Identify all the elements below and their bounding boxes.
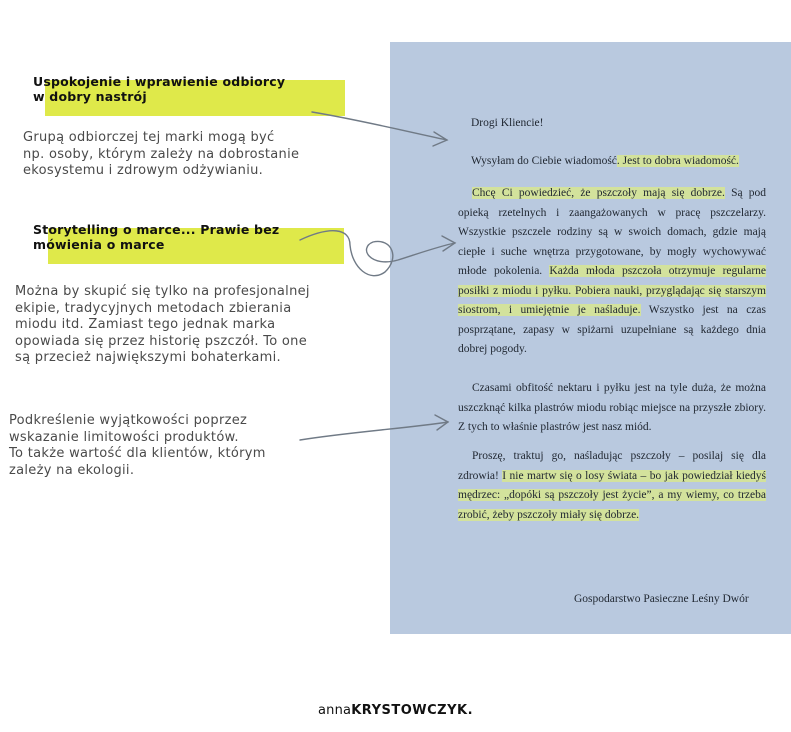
- arrow-to-harvest-icon: [300, 422, 448, 440]
- text-highlight: Chcę Ci powiedzieć, że pszczoły mają się dobrze.: [472, 187, 725, 199]
- swirl-arrow-icon: [442, 236, 455, 251]
- text-line: są przecież największymi bohaterkami.: [15, 350, 281, 365]
- text-plain: Są pod opieką rzetelnych i zaangażowanych w pracę pszczelarzy. Wszystkie pszczele rodziny są w swoich domach, gdzie mają ciepłe i suche wnętrza przygotowane, by mogły wychowywać młode pokolenia.: [458, 187, 767, 277]
- text-line: Podkreślenie wyjątkowości poprzez: [9, 413, 248, 428]
- logo-light-text: anna: [317, 703, 352, 718]
- text-line: opowiada się przez historię pszczół. To one: [15, 333, 308, 349]
- heading-line: Storytelling o marce... Prawie bez: [33, 222, 280, 237]
- letter-signature: Gospodarstwo Pasieczne Leśny Dwór: [574, 593, 749, 605]
- heading-line: mówienia o marce: [33, 237, 165, 252]
- letter-paragraph-harvest: Czasami obfitość nektaru i pyłku jest na tyle duża, że można uszczknąć kilka plastrów miodu robiąc miejsce na przyszłe zbiory. Z tych to właśnie plastrów jest nasz miód.: [458, 382, 766, 433]
- text-line: zależy na ekologii.: [9, 462, 135, 478]
- text-line: To także wartość dla klientów, którym: [9, 446, 266, 461]
- text-line: miodu itd. Zamiast tego jednak marka: [15, 317, 276, 332]
- text-plain: Wysyłam do Ciebie wiadomość: [471, 155, 617, 167]
- text-line: wskazanie limitowości produktów.: [9, 429, 239, 445]
- text-highlight: . Jest to dobra wiadomość.: [616, 155, 739, 167]
- letter-greeting: Drogi Kliencie!: [471, 117, 544, 129]
- text-line: np. osoby, którym zależy na dobrostanie: [23, 146, 300, 162]
- text-plain: Proszę, traktuj go, naśladując pszczoły – posilaj się dla zdrowia!: [458, 450, 766, 482]
- text-line: Można by skupić się tylko na profesjonalnej: [15, 284, 310, 299]
- heading-line: w dobry nastrój: [33, 89, 147, 104]
- logo-bold-text: KRYSTOWCZYK.: [351, 703, 474, 718]
- arrow-to-greeting-icon: [312, 112, 447, 140]
- text-line: Grupą odbiorczej tej marki mogą być: [23, 130, 275, 145]
- text-highlight: Każda młoda pszczoła otrzymuje regularne posiłki z miodu i pyłku. Pobiera nauki, przyglądając się starszym siostrom, i umiejętnie je naśladuje.: [458, 265, 767, 316]
- text-plain: Wszystko jest na czas posprzątane, zapasy w spiżarni uzupełniane są każdego dnia dobrej pogody.: [458, 304, 766, 355]
- text-highlight: I nie martw się o losy świata – bo jak powiedział kiedyś mędrzec: „dopóki są pszczoły jest życie”, a my wiemy, co trzeba zrobić, żeby pszczoły miały się dobrze.: [458, 469, 767, 521]
- brand-logo: [0, 702, 791, 718]
- heading-line: Uspokojenie i wprawienie odbiorcy: [33, 74, 286, 89]
- text-line: ekipie, tradycyjnych metodach zbierania: [15, 300, 292, 316]
- swirl-arrow-icon: [300, 231, 455, 276]
- text-line: ekosystemu i zdrowym odżywianiu.: [23, 163, 264, 178]
